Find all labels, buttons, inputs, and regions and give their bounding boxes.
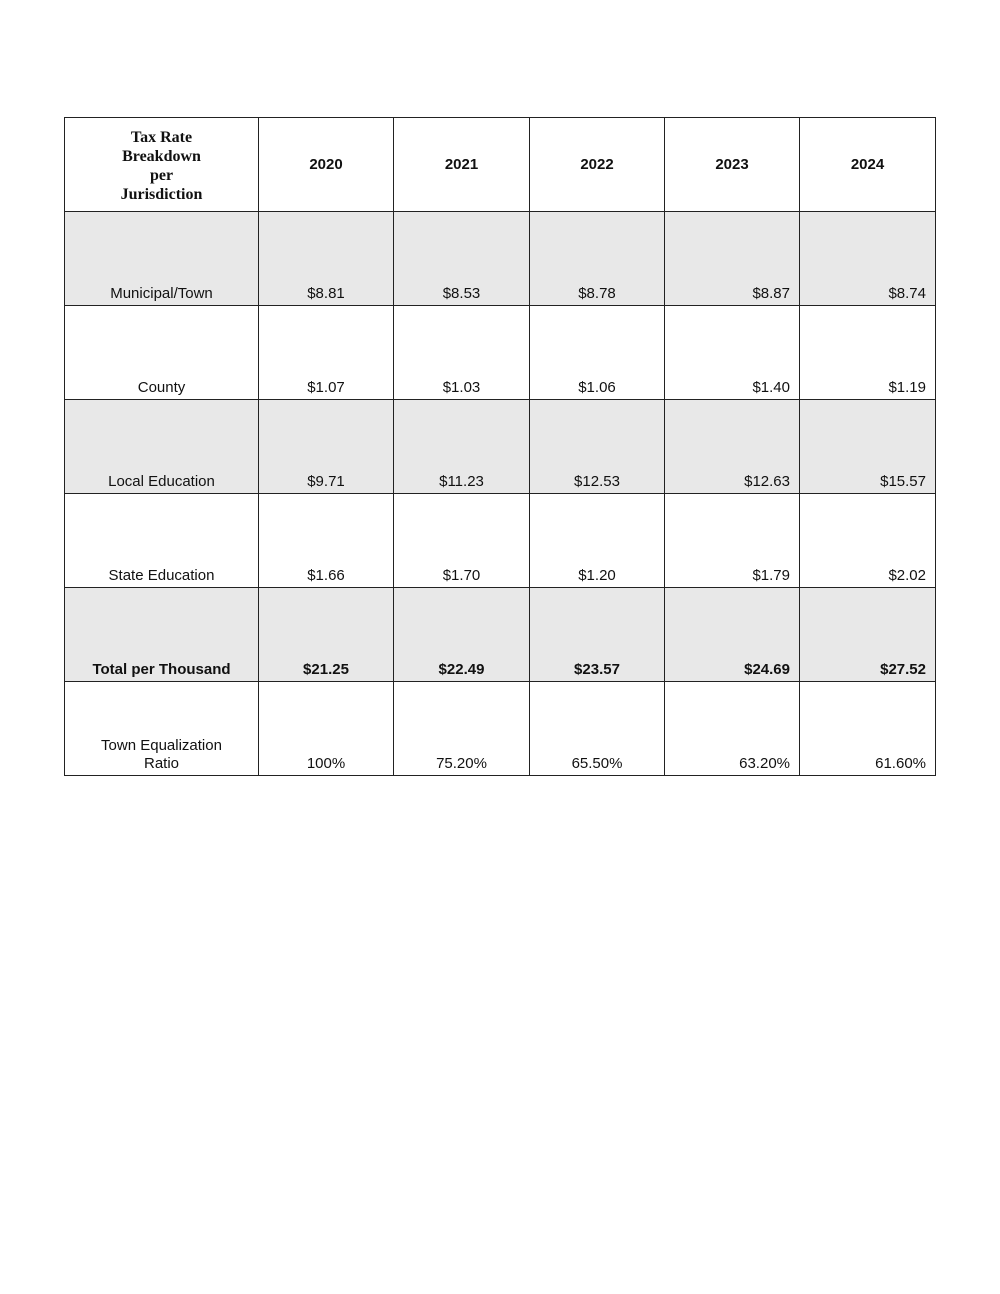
row-label xyxy=(65,212,259,306)
tax-rate-table xyxy=(64,117,936,776)
table-cell: 65.50% xyxy=(530,682,665,776)
table-cell: $1.70 xyxy=(394,494,530,588)
year-header-2020: 2020 xyxy=(259,118,394,212)
table-cell: $1.66 xyxy=(259,494,394,588)
table-cell: 61.60% xyxy=(800,682,936,776)
row-label xyxy=(65,306,259,400)
table-cell: $1.07 xyxy=(259,306,394,400)
table-cell: $8.87 xyxy=(665,212,800,306)
corner-header-line: Breakdown xyxy=(122,147,201,165)
row-label-line: Ratio xyxy=(143,755,180,772)
table-cell: $1.40 xyxy=(665,306,800,400)
table-cell: $22.49 xyxy=(394,588,530,682)
table-row-total-per-thousand xyxy=(65,588,936,682)
row-label-line: State Education xyxy=(108,567,215,584)
row-label xyxy=(65,494,259,588)
table-cell: $12.53 xyxy=(530,400,665,494)
table-cell: $21.25 xyxy=(259,588,394,682)
table-row-local-education xyxy=(65,400,936,494)
table-cell: $1.06 xyxy=(530,306,665,400)
row-label-line: Town Equalization xyxy=(101,737,222,754)
table-row-town-equalization-ratio xyxy=(65,682,936,776)
table-cell: $1.79 xyxy=(665,494,800,588)
table-cell: $23.57 xyxy=(530,588,665,682)
year-header-2021: 2021 xyxy=(394,118,530,212)
table-cell: $8.74 xyxy=(800,212,936,306)
row-label-line: Local Education xyxy=(108,473,215,490)
tax-rate-sheet xyxy=(64,117,935,772)
table-cell: 63.20% xyxy=(665,682,800,776)
table-cell: $2.02 xyxy=(800,494,936,588)
table-row-state-education xyxy=(65,494,936,588)
table-cell: 100% xyxy=(259,682,394,776)
row-label-line: Municipal/Town xyxy=(110,285,213,302)
table-row-county xyxy=(65,306,936,400)
table-cell: $27.52 xyxy=(800,588,936,682)
year-header-2023: 2023 xyxy=(665,118,800,212)
table-cell: $1.20 xyxy=(530,494,665,588)
table-cell: $24.69 xyxy=(665,588,800,682)
row-label-line: County xyxy=(137,379,186,396)
table-cell: $1.03 xyxy=(394,306,530,400)
year-header-2022: 2022 xyxy=(530,118,665,212)
table-row-municipal-town xyxy=(65,212,936,306)
year-header-2024: 2024 xyxy=(800,118,936,212)
row-label-line: Total per Thousand xyxy=(92,661,231,678)
row-label xyxy=(65,588,259,682)
table-cell: $11.23 xyxy=(394,400,530,494)
row-label xyxy=(65,682,259,776)
corner-header-line: Tax Rate xyxy=(130,128,193,146)
corner-header xyxy=(65,118,259,212)
table-cell: $8.53 xyxy=(394,212,530,306)
corner-header-line: Jurisdiction xyxy=(120,185,203,203)
table-cell: $15.57 xyxy=(800,400,936,494)
corner-header-line: per xyxy=(149,166,174,184)
table-cell: 75.20% xyxy=(394,682,530,776)
table-cell: $8.81 xyxy=(259,212,394,306)
table-cell: $9.71 xyxy=(259,400,394,494)
row-label xyxy=(65,400,259,494)
table-cell: $8.78 xyxy=(530,212,665,306)
table-cell: $12.63 xyxy=(665,400,800,494)
table-cell: $1.19 xyxy=(800,306,936,400)
header-row xyxy=(65,118,936,212)
